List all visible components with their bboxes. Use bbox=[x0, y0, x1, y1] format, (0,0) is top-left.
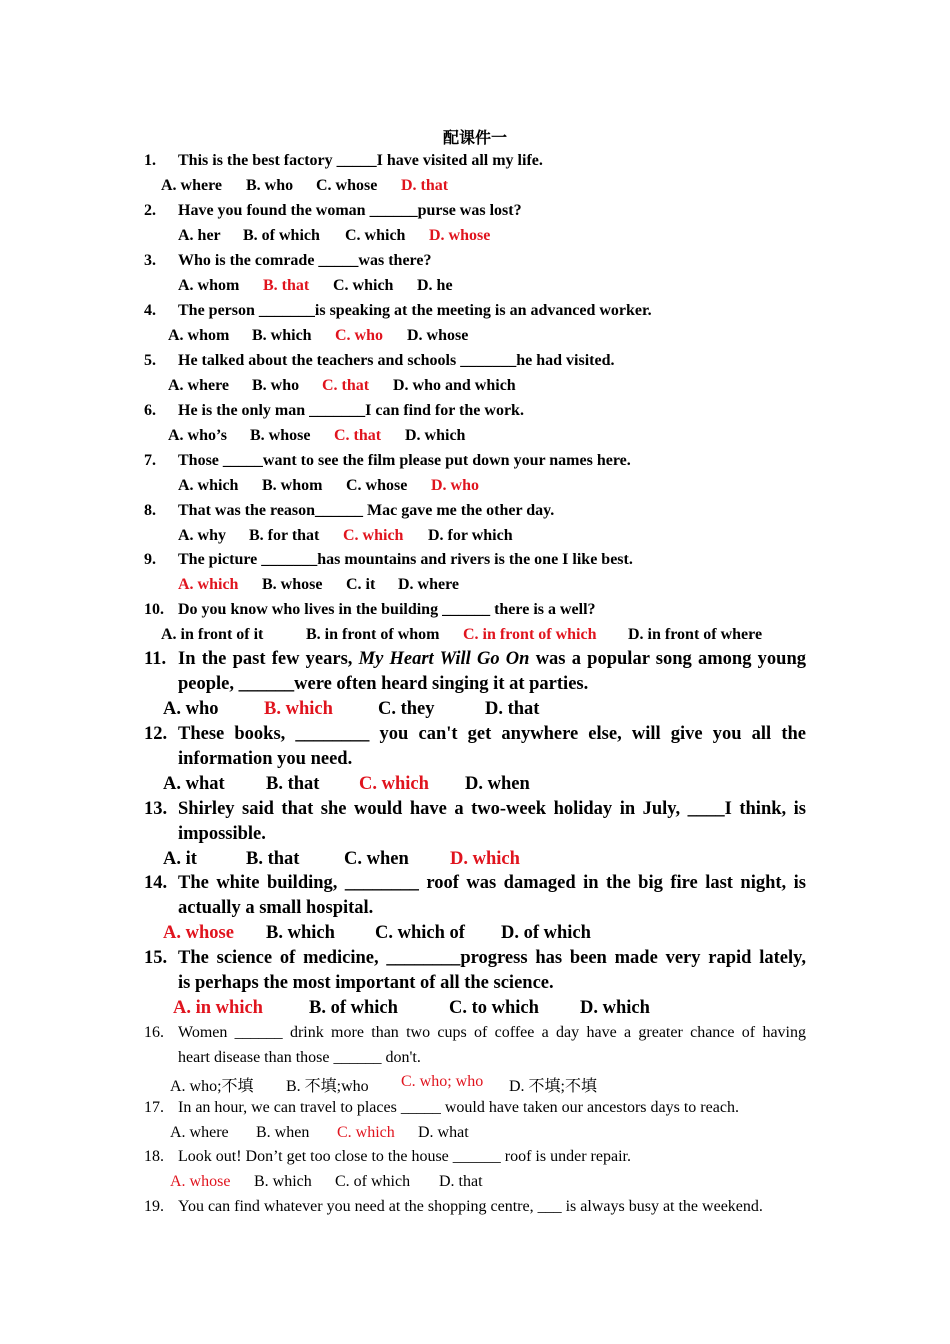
question-number: 15. bbox=[144, 948, 168, 968]
option-b[interactable]: B. in front of whom bbox=[306, 626, 440, 643]
option-c-answer[interactable]: C. which bbox=[359, 774, 429, 794]
option-c-answer[interactable]: C. who bbox=[335, 327, 384, 344]
text-part: was a popular song among young bbox=[529, 649, 806, 669]
page-title: 配课件一 bbox=[442, 130, 507, 147]
question-text-line1: Shirley said that she would have a two-week holiday in July, ____I think, is bbox=[178, 799, 806, 819]
option-d[interactable]: D. when bbox=[465, 774, 530, 794]
question-text-line1: The science of medicine, ________progress has been made very rapid lately, bbox=[178, 948, 806, 968]
option-d-answer[interactable]: D. who bbox=[431, 477, 480, 494]
option-b[interactable]: B. of which bbox=[309, 998, 398, 1018]
question-text: In an hour, we can travel to places _____ would have taken our ancestors days to reach. bbox=[178, 1099, 739, 1116]
option-b[interactable]: B. that bbox=[266, 774, 320, 794]
option-c-answer[interactable]: C. in front of which bbox=[463, 626, 597, 643]
option-b[interactable]: B. when bbox=[256, 1124, 310, 1141]
option-c[interactable]: C. it bbox=[346, 576, 376, 593]
question-text: This is the best factory _____I have visited all my life. bbox=[178, 152, 543, 169]
option-d[interactable]: D. in front of where bbox=[628, 626, 763, 643]
question-number: 13. bbox=[144, 799, 168, 819]
option-a-answer[interactable]: A. whose bbox=[170, 1173, 231, 1190]
option-d[interactable]: D. which bbox=[405, 427, 466, 444]
question-number: 8. bbox=[144, 502, 156, 519]
question-number: 10. bbox=[144, 601, 164, 618]
option-d[interactable]: D. which bbox=[580, 998, 650, 1018]
option-d[interactable]: D. 不填;不填 bbox=[509, 1078, 598, 1095]
option-b[interactable]: B. whose bbox=[262, 576, 323, 593]
option-d[interactable]: D. where bbox=[398, 576, 460, 593]
option-b-answer[interactable]: B. that bbox=[263, 277, 310, 294]
option-d[interactable]: D. that bbox=[485, 699, 540, 719]
question-number: 18. bbox=[144, 1148, 164, 1165]
option-b[interactable]: B. that bbox=[246, 849, 300, 869]
question-text: He talked about the teachers and schools _______he had visited. bbox=[178, 352, 615, 369]
question-number: 14. bbox=[144, 873, 168, 893]
option-a[interactable]: A. who bbox=[163, 699, 219, 719]
option-d[interactable]: D. whose bbox=[407, 327, 469, 344]
question-text-line2: actually a small hospital. bbox=[178, 898, 374, 918]
question-number: 11. bbox=[144, 649, 167, 669]
question-number: 4. bbox=[144, 302, 156, 319]
question-text-line1: The white building, ________ roof was damaged in the big fire last night, is bbox=[178, 873, 806, 893]
option-c[interactable]: C. which bbox=[345, 227, 406, 244]
option-a[interactable]: A. whom bbox=[178, 277, 240, 294]
question-text: Look out! Don’t get too close to the house ______ roof is under repair. bbox=[178, 1148, 631, 1165]
option-a[interactable]: A. what bbox=[163, 774, 225, 794]
option-b-answer[interactable]: B. which bbox=[264, 699, 333, 719]
question-text-line2: information you need. bbox=[178, 749, 353, 769]
option-a-answer[interactable]: A. in which bbox=[173, 998, 263, 1018]
option-b[interactable]: B. which bbox=[266, 923, 335, 943]
question-text: He is the only man _______I can find for the work. bbox=[178, 402, 524, 419]
option-b[interactable]: B. which bbox=[254, 1173, 312, 1190]
option-a[interactable]: A. where bbox=[170, 1124, 229, 1141]
option-a[interactable]: A. her bbox=[178, 227, 221, 244]
option-c[interactable]: C. of which bbox=[335, 1173, 411, 1190]
option-b[interactable]: B. for that bbox=[249, 527, 320, 544]
option-a[interactable]: A. whom bbox=[168, 327, 230, 344]
option-d[interactable]: D. who and which bbox=[393, 377, 516, 394]
question-text: Who is the comrade _____was there? bbox=[178, 252, 432, 269]
option-c-answer[interactable]: C. which bbox=[337, 1124, 395, 1141]
option-a[interactable]: A. where bbox=[161, 177, 223, 194]
option-d[interactable]: D. that bbox=[439, 1173, 483, 1190]
question-number: 16. bbox=[144, 1024, 164, 1041]
option-a-answer[interactable]: A. whose bbox=[163, 923, 234, 943]
option-c[interactable]: C. which bbox=[333, 277, 394, 294]
option-a-answer[interactable]: A. which bbox=[178, 576, 239, 593]
question-text-line2: people, ______were often heard singing it at parties. bbox=[178, 674, 589, 694]
question-text: Have you found the woman ______purse was lost? bbox=[178, 202, 522, 219]
option-c-answer[interactable]: C. which bbox=[343, 527, 404, 544]
question-number: 6. bbox=[144, 402, 156, 419]
option-b[interactable]: B. whom bbox=[262, 477, 323, 494]
song-title: My Heart Will Go On bbox=[358, 649, 530, 669]
question-number: 1. bbox=[144, 152, 156, 169]
option-c[interactable]: C. whose bbox=[346, 477, 408, 494]
option-a[interactable]: A. it bbox=[163, 849, 197, 869]
question-number: 7. bbox=[144, 452, 156, 469]
question-text: Do you know who lives in the building ______ there is a well? bbox=[178, 601, 596, 618]
option-b[interactable]: B. 不填;who bbox=[286, 1078, 369, 1095]
option-c-answer[interactable]: C. that bbox=[322, 377, 370, 394]
question-text: The person _______is speaking at the meeting is an advanced worker. bbox=[178, 302, 652, 319]
question-text-line1: Women ______ drink more than two cups of coffee a day have a greater chance of having bbox=[178, 1024, 806, 1041]
option-b[interactable]: B. who bbox=[246, 177, 294, 194]
question-text-line1 bbox=[178, 649, 806, 670]
question-number: 9. bbox=[144, 551, 156, 568]
question-number: 5. bbox=[144, 352, 156, 369]
option-c[interactable]: C. when bbox=[344, 849, 409, 869]
option-a[interactable]: A. who’s bbox=[168, 427, 227, 444]
option-d[interactable]: D. what bbox=[418, 1124, 469, 1141]
question-number: 19. bbox=[144, 1198, 164, 1215]
option-a[interactable]: A. who;不填 bbox=[170, 1078, 254, 1095]
option-c[interactable]: C. which of bbox=[375, 923, 465, 943]
option-d[interactable]: D. he bbox=[417, 277, 453, 294]
option-a[interactable]: A. why bbox=[178, 527, 227, 544]
text-part: In the past few years, bbox=[178, 649, 359, 669]
option-d-answer[interactable]: D. whose bbox=[429, 227, 491, 244]
question-text-line2: heart disease than those ______ don't. bbox=[178, 1049, 421, 1066]
option-d-answer[interactable]: D. that bbox=[401, 177, 449, 194]
option-d[interactable]: D. for which bbox=[428, 527, 513, 544]
option-c[interactable]: C. to which bbox=[449, 998, 539, 1018]
question-number: 12. bbox=[144, 724, 168, 744]
option-c[interactable]: C. they bbox=[378, 699, 435, 719]
question-text-line2: is perhaps the most important of all the science. bbox=[178, 973, 554, 993]
question-text-line1: These books, ________ you can't get anywhere else, will give you all the bbox=[178, 724, 806, 744]
question-number: 17. bbox=[144, 1099, 164, 1116]
option-b[interactable]: B. of which bbox=[243, 227, 320, 244]
option-c[interactable]: C. whose bbox=[316, 177, 378, 194]
question-number: 3. bbox=[144, 252, 156, 269]
option-a[interactable]: A. which bbox=[178, 477, 239, 494]
question-text-line2: impossible. bbox=[178, 824, 266, 844]
option-c-answer[interactable]: C. who; who bbox=[401, 1073, 484, 1090]
question-number: 2. bbox=[144, 202, 156, 219]
question-text: The picture _______has mountains and rivers is the one I like best. bbox=[178, 551, 633, 568]
option-b[interactable]: B. whose bbox=[250, 427, 311, 444]
question-text: That was the reason______ Mac gave me the other day. bbox=[178, 502, 555, 519]
option-c-answer[interactable]: C. that bbox=[334, 427, 382, 444]
option-d-answer[interactable]: D. which bbox=[450, 849, 520, 869]
question-text: Those _____want to see the film please put down your names here. bbox=[178, 452, 631, 469]
option-a[interactable]: A. where bbox=[168, 377, 230, 394]
option-d[interactable]: D. of which bbox=[501, 923, 591, 943]
option-a[interactable]: A. in front of it bbox=[161, 626, 264, 643]
option-b[interactable]: B. which bbox=[252, 327, 312, 344]
question-text: You can find whatever you need at the shopping centre, ___ is always busy at the weekend. bbox=[178, 1198, 763, 1215]
option-b[interactable]: B. who bbox=[252, 377, 300, 394]
